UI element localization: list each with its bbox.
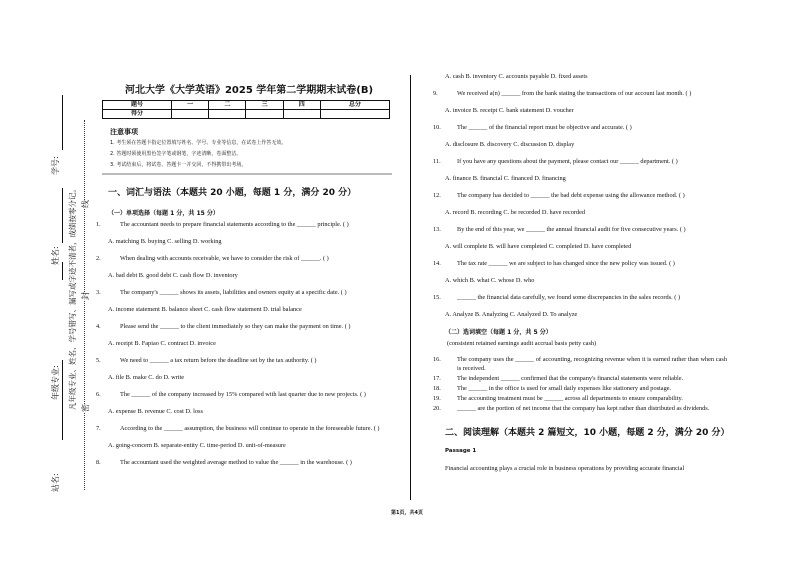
notice-heading: 注意事项 [110,128,138,136]
question-5: 5. We need to ______ a tax return before the deadline set by the tax authority. ( ) [96,357,317,364]
score-cell [172,110,209,119]
binding-line-site [62,360,63,440]
notice-item: 3. 考试结束后，将试卷、答题卡一并交回，不得携带出考场。 [110,162,247,168]
part2-heading: （二）选词填空（每题 1 分，共 5 分） [445,329,552,336]
score-header-cell: 总分 [320,101,389,110]
question-12: 12. The company has decided to ______ the bad debt expense using the allowance method. ( ) [433,192,685,199]
student-id-label: 学号: [51,156,60,175]
name-label: 姓名: [51,246,60,265]
left-column [96,76,390,475]
score-header-cell: 三 [246,101,283,110]
score-table-header-row [103,101,390,110]
section2-heading: 二、阅读理解（本题共 2 篇短文，10 小题，每题 2 分，满分 20 分） [445,428,730,438]
score-cell [283,110,320,119]
options-13: A. will complete B. will have completed C. completed D. have completed [445,243,632,250]
options-12: A. record B. recording C. be recorded D. have recorded [445,209,586,216]
question-3: 3. The company's ______ shows its assets, liabilities and owners equity at a specific date. ( ) [96,289,347,296]
question-13: 13. By the end of this year, we ______ the annual financial audit for five consecutive years. ( ) [433,226,686,233]
notice-item: 2. 答题时须使用黑色签字笔或钢笔，字迹清晰，卷面整洁。 [110,151,242,157]
options-6: A. expense B. revenue C. cost D. loss [108,408,203,415]
score-table [102,100,390,119]
options-10: A. disclosure B. discovery C. discussion D. display [445,141,575,148]
options-14: A. which B. what C. whose D. who [445,277,535,284]
question-20: 20. ______ are the portion of net income that the company has kept rather than distributed as dividends. [433,405,710,412]
binding-line-top [62,95,63,150]
options-8: A. cash B. inventory C. accounts payable D. fixed assets [445,73,588,80]
score-header-cell: 四 [283,101,320,110]
seal-mark-mi: 密 [81,404,90,412]
question-15: 15. ______ the financial data carefully, we found some discrepancies in the sales records. ( ) [433,294,681,301]
score-header-cell: 题号 [103,101,172,110]
binding-line-name [62,188,63,243]
score-row-label: 得分 [103,110,172,119]
question-18: 18. The ______ in the office is used for small daily expenses like stationery and postage. [433,385,672,392]
score-cell [209,110,246,119]
question-4: 4. Please send the ______ to the client immediately so they can make the payment on time. ( ) [96,323,351,330]
question-7: 7. According to the ______ assumption, the business will continue to operate in the foreseeable future. ( ) [96,425,380,432]
seal-mark-feng: 封 [81,292,90,300]
binding-warning: 凡年级专业、姓名、学号错写、漏写或字迹不清者，成绩按零分记。 [68,185,77,410]
score-cell [320,110,389,119]
notice-rule [102,173,392,175]
score-header-cell: 一 [172,101,209,110]
score-header-cell: 二 [209,101,246,110]
question-8: 8. The accountant used the weighted average method to value the ______ in the warehouse. ( ) [96,459,352,466]
options-9: A. invoice B. receipt C. bank statement D. voucher [445,107,574,114]
binding-margin [0,0,100,561]
options-15: A. Analyze B. Analyzing C. Analyzed D. To analyze [445,311,578,318]
options-7: A. going-concern B. separate-entity C. time-period D. unit-of-measure [108,442,286,449]
notice-item: 1. 考生须在答题卡指定位置填写姓名、学号、专业等信息，在试卷上作答无效。 [110,140,287,146]
options-3: A. income statement B. balance sheet C. cash flow statement D. trial balance [108,306,302,313]
question-17: 17. The independent ______ confirmed that the company's financial statements were reliable. [433,375,684,382]
seal-dotted-line [84,120,85,490]
question-6: 6. The ______ of the company increased by 15% compared with last quarter due to new projects. ( ) [96,391,366,398]
score-cell [246,110,283,119]
passage-text: Financial accounting plays a crucial role in business operations by providing accurate financial [445,465,685,472]
binding-line-major [62,262,63,280]
column-divider [410,75,411,500]
question-10: 10. The ______ of the financial report must be objective and accurate. ( ) [433,124,632,131]
score-table-score-row [103,110,390,119]
word-bank: (consistent retained earnings audit accrual basis petty cash) [447,340,597,347]
question-16: 16. The company uses the ______ of accounting, recognizing revenue when it is earned rather than when cash is received. [433,356,727,372]
options-2: A. bad debt B. good debt C. cash flow D. inventory [108,272,238,279]
exam-title: 河北大学《大学英语》2025 学年第二学期期末试卷(B) [124,85,374,96]
seal-mark-xian: 线 [81,200,90,208]
options-4: A. receipt B. Fapiao C. contract D. invoice [108,340,216,347]
right-column [433,72,730,481]
question-14: 14. The tax rate ______ we are subject to has changed since the new policy was issued. ( ) [433,260,675,267]
site-label: 站名: [51,473,60,492]
question-19: 19. The accounting treatment must be ______ across all departments to ensure comparability. [433,395,683,402]
question-1: 1. The accountant needs to prepare financial statements according to the ______ principle. ( ) [96,221,349,228]
passage-label: Passage 1 [445,448,477,454]
page-footer: 第1页，共4页 [391,510,423,516]
major-label: 年级专业: [51,365,60,400]
question-2: 2. When dealing with accounts receivable, we have to consider the risk of ______. ( ) [96,255,329,262]
question-9: 9. We received a(n) ______ from the bank stating the transactions of our account last month. ( ) [433,90,692,97]
question-11: 11. If you have any questions about the payment, please contact our ______ department. ( ) [433,158,678,165]
section1-heading: 一、词汇与语法（本题共 20 小题，每题 1 分，满分 20 分） [108,188,357,198]
options-5: A. file B. make C. do D. write [108,374,185,381]
options-1: A. matching B. buying C. selling D. working [108,238,222,245]
part1-heading: （一）单项选择（每题 1 分，共 15 分） [108,210,219,217]
options-11: A. finance B. financial C. financed D. financing [445,175,566,182]
